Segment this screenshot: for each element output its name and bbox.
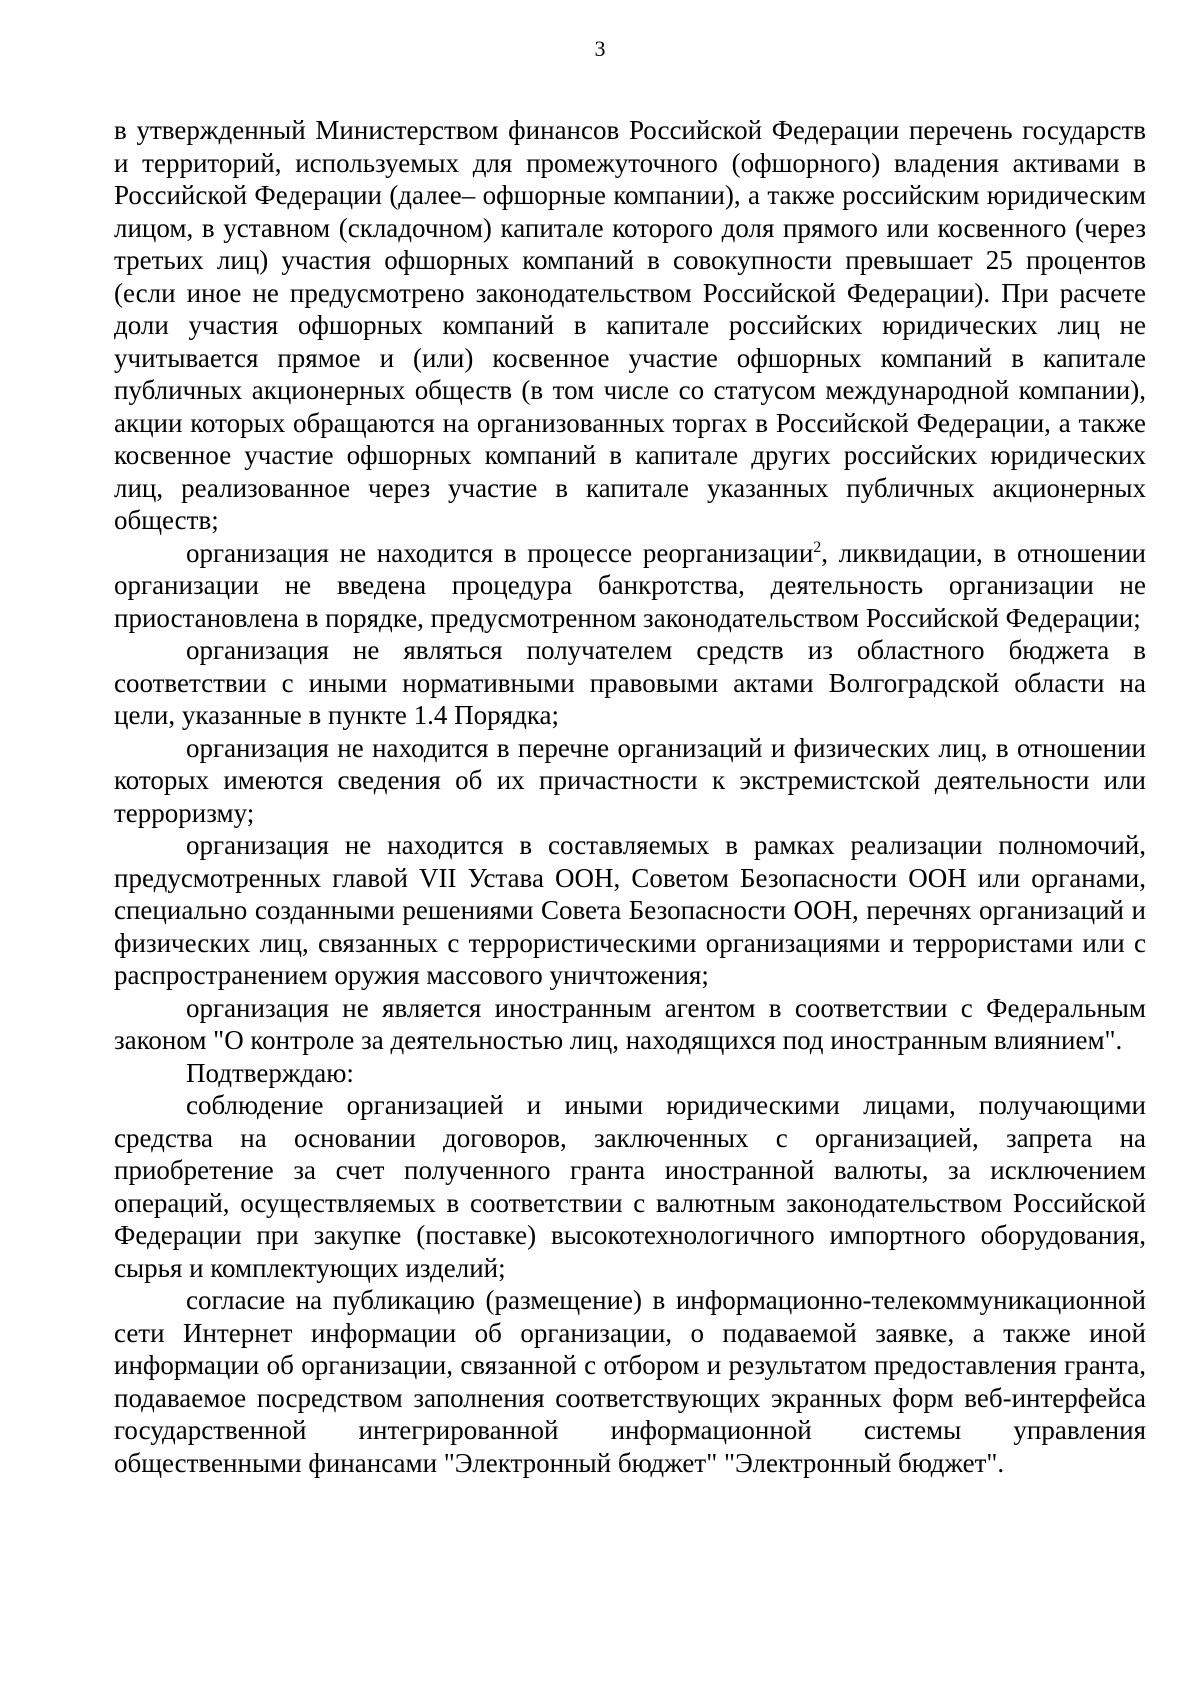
footnote-reference: 2 (813, 538, 822, 556)
paragraph-foreign-agent: организация не является иностранным агентом в соответствии с Федеральным законом "О контроле за деятельностью лиц, находящихся под иностранным влиянием". (114, 992, 1146, 1055)
document-body (114, 114, 1146, 1479)
paragraph-regional-budget: организация не являться получателем средств из областного бюджета в соответствии с иными нормативными правовыми актами Волгоградской области на цели, указанные в пункте 1.4 Порядка; (114, 635, 1146, 730)
paragraph-reorganization (114, 537, 1146, 635)
paragraph-reorganization-text-start: организация не находится в процессе реорганизации (186, 537, 814, 568)
paragraph-reorganization-text-end: , ликвидации, в отношении организации не введена процедура банкротства, деятельность организации не приостановлена в порядке, предусмотренном законодательством Российской Федерации; (114, 537, 1146, 633)
paragraph-publication-consent: согласие на публикацию (размещение) в информационно-телекоммуникационной сети Интернет информации об организации, о подаваемой заявке, а также иной информации об организации, связанной с отбором и результатом предоставления гранта, подаваемое посредством заполнения соответствующих экранных форм веб-интерфейса государственной интегрированной информационной системы управления общественными финансами "Электронный бюджет" "Электронный бюджет". (114, 1285, 1146, 1478)
paragraph-extremism-list: организация не находится в перечне организаций и физических лиц, в отношении которых имеются сведения об их причастности к экстремистской деятельности или терроризму; (114, 732, 1146, 828)
paragraph-offshore-continuation: в утвержденный Министерством финансов Российской Федерации перечень государств и территорий, используемых для промежуточного (офшорного) владения активами в Российской Федерации (далее– офшорные компании), а также российским юридическим лицом, в уставном (складочном) капитале которого доля прямого или косвенного (через третьих лиц) участия офшорных компаний в совокупности превышает 25 процентов (если иное не предусмотрено законодательством Российской Федерации). При расчете доли участия офшорных компаний в капитале российских юридических лиц не учитывается прямое и (или) косвенное участие офшорных компаний в капитале публичных акционерных обществ (в том числе со статусом международной компании), акции которых обращаются на организованных торгах в Российской Федерации, а также косвенное участие офшорных компаний в капитале других российских юридических лиц, реализованное через участие в капитале указанных публичных акционерных обществ; (114, 115, 1146, 535)
paragraph-un-sanctions: организация не находится в составляемых в рамках реализации полномочий, предусмотренных главой VII Устава ООН, Советом Безопасности ООН или органами, специально созданными решениями Совета Безопасности ООН, перечнях организаций и физических лиц, связанных с террористическими организациями и террористами или с распространением оружия массового уничтожения; (114, 830, 1146, 990)
paragraph-currency-ban: соблюдение организацией и иными юридическими лицами, получающими средства на основании договоров, заключенных с организацией, запрета на приобретение за счет полученного гранта иностранной валюты, за исключением операций, осуществляемых в соответствии с валютным законодательством Российской Федерации при закупке (поставке) высокотехнологичного импортного оборудования, сырья и комплектующих изделий; (114, 1090, 1146, 1283)
paragraph-confirm-heading: Подтверждаю: (186, 1057, 354, 1088)
page-number: 3 (594, 36, 606, 61)
